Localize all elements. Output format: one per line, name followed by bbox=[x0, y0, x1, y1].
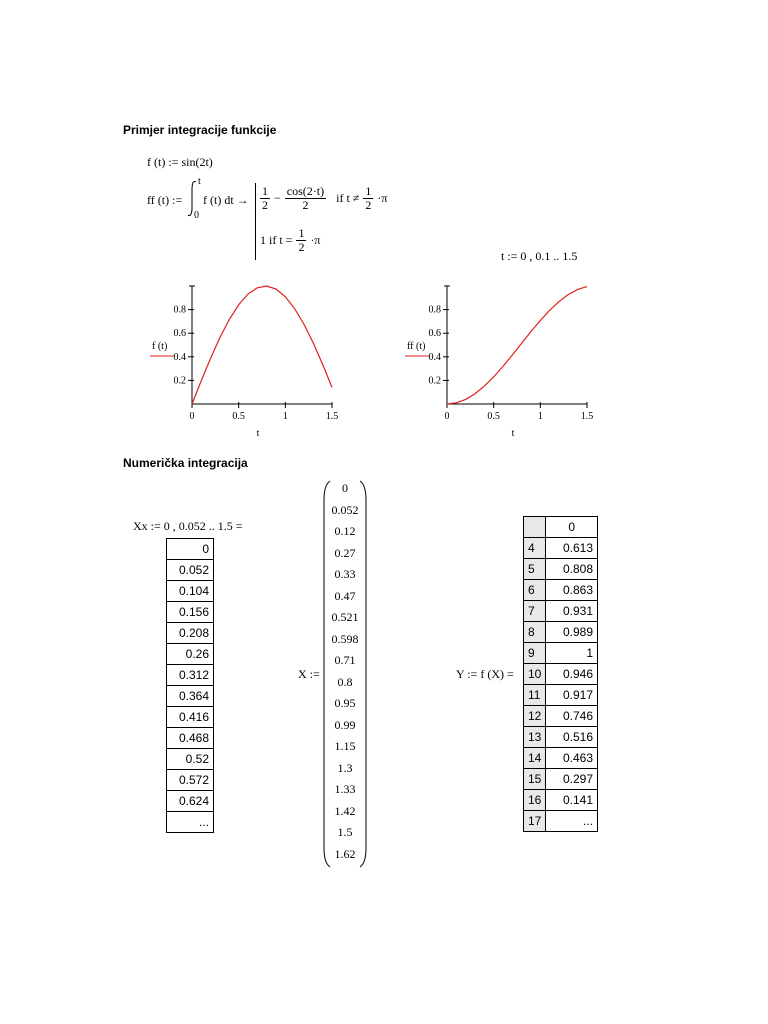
piecewise-case-1 bbox=[260, 185, 387, 212]
table-row bbox=[524, 580, 598, 601]
table-row bbox=[167, 623, 214, 644]
table-cell: 0.624 bbox=[167, 791, 214, 812]
table-cell: 0.312 bbox=[167, 665, 214, 686]
integral-upper-limit: t bbox=[198, 176, 201, 187]
row-index: 5 bbox=[524, 559, 546, 580]
y-result-table bbox=[523, 516, 598, 832]
x-tick-label: 1 bbox=[282, 411, 288, 422]
x-vector bbox=[328, 478, 362, 865]
table-cell: 0.208 bbox=[167, 623, 214, 644]
table-row bbox=[167, 770, 214, 791]
t-range-definition: t := 0 , 0.1 .. 1.5 bbox=[501, 249, 578, 263]
table-row bbox=[524, 769, 598, 790]
section-heading-numerical-integration: Numerička integracija bbox=[123, 456, 248, 470]
series-line bbox=[192, 286, 332, 404]
legend-label: ff (t) bbox=[407, 341, 426, 352]
vector-element: 0.71 bbox=[334, 653, 356, 667]
row-index: 11 bbox=[524, 685, 546, 706]
integral-lower-limit: 0 bbox=[194, 210, 199, 221]
table-row bbox=[167, 602, 214, 623]
case-1-condition: if t ≠ bbox=[336, 191, 360, 206]
assign-op: := bbox=[168, 155, 179, 169]
x-tick-label: 0.5 bbox=[232, 411, 245, 422]
table-cell: 0.297 bbox=[546, 769, 598, 790]
piecewise-bar bbox=[255, 183, 256, 260]
y-tick-label: 0.4 bbox=[173, 351, 186, 363]
vector-element: 0.47 bbox=[334, 588, 356, 603]
pi-symbol: ·π bbox=[310, 233, 321, 248]
y-tick-label: 0.2 bbox=[173, 375, 186, 387]
x-tick-label: 0.5 bbox=[487, 411, 500, 422]
table-row bbox=[524, 811, 598, 832]
row-index: 8 bbox=[524, 622, 546, 643]
row-index: 6 bbox=[524, 580, 546, 601]
chart-ff-of-t bbox=[395, 280, 615, 440]
table-cell: 1 bbox=[546, 643, 598, 664]
row-index: 16 bbox=[524, 790, 546, 811]
table-cell: 0.946 bbox=[546, 664, 598, 685]
fraction-half: $\frac{1}{2}$ bbox=[262, 184, 268, 213]
integrand bbox=[203, 193, 249, 208]
table-row bbox=[524, 685, 598, 706]
vector-element: 0.521 bbox=[331, 610, 359, 624]
y-tick-label: 0.6 bbox=[428, 328, 441, 340]
table-row bbox=[167, 686, 214, 707]
piecewise-case-2 bbox=[260, 227, 321, 254]
vector-element: 1.42 bbox=[334, 803, 356, 818]
series-line bbox=[447, 287, 587, 404]
vector-element: 1.33 bbox=[334, 782, 356, 796]
table-cell: 0.104 bbox=[167, 581, 214, 602]
row-index: 10 bbox=[524, 664, 546, 685]
fraction-pi-coef: $\frac{1}{2}$ bbox=[365, 184, 372, 213]
table-row bbox=[524, 706, 598, 727]
ff-lhs: ff (t) bbox=[147, 193, 170, 207]
table-cell: 0.613 bbox=[546, 538, 598, 559]
xx-result-table bbox=[166, 538, 214, 833]
x-tick-label: 0 bbox=[189, 411, 195, 422]
table-cell: 0.572 bbox=[167, 770, 214, 791]
table-cell: ... bbox=[167, 812, 214, 833]
vector-element: 0.8 bbox=[337, 674, 353, 689]
table-cell: 0.746 bbox=[546, 706, 598, 727]
table-cell: 0.917 bbox=[546, 685, 598, 706]
x-axis-label: t bbox=[511, 428, 515, 439]
f-lhs: f (t) bbox=[147, 155, 166, 169]
table-corner-cell bbox=[524, 517, 546, 538]
y-tick-label: 0.8 bbox=[173, 304, 186, 316]
y-tick-label: 0.8 bbox=[428, 304, 441, 316]
x-tick-label: 1.5 bbox=[580, 411, 594, 422]
table-row bbox=[167, 707, 214, 728]
table-row bbox=[524, 559, 598, 580]
row-index: 12 bbox=[524, 706, 546, 727]
table-cell: 0.468 bbox=[167, 728, 214, 749]
table-cell: 0.931 bbox=[546, 601, 598, 622]
table-cell: 0.141 bbox=[546, 790, 598, 811]
table-cell: 0.52 bbox=[167, 749, 214, 770]
table-row bbox=[167, 791, 214, 812]
table-row bbox=[524, 790, 598, 811]
table-cell: 0.416 bbox=[167, 707, 214, 728]
table-row bbox=[167, 539, 214, 560]
table-row bbox=[167, 812, 214, 833]
x-tick-label: 0 bbox=[444, 411, 450, 422]
table-row bbox=[524, 538, 598, 559]
x-axis-label: t bbox=[256, 428, 260, 439]
x-vector-label: X := bbox=[298, 667, 320, 681]
table-row bbox=[167, 728, 214, 749]
x-tick-label: 1 bbox=[537, 411, 543, 422]
vector-element: 1.15 bbox=[334, 739, 356, 753]
column-header: 0 bbox=[546, 517, 598, 538]
vector-element: 0.95 bbox=[334, 696, 356, 710]
ff-definition bbox=[147, 193, 182, 208]
row-index: 15 bbox=[524, 769, 546, 790]
y-tick-label: 0.4 bbox=[428, 351, 441, 363]
y-result-label: Y := f (X) = bbox=[456, 667, 514, 681]
table-row bbox=[524, 601, 598, 622]
vector-element: 0.27 bbox=[334, 545, 356, 560]
vector-element: 1.3 bbox=[337, 760, 353, 775]
table-row bbox=[167, 644, 214, 665]
y-tick-label: 0.2 bbox=[428, 375, 441, 387]
table-header-row bbox=[524, 517, 598, 538]
table-cell: 0 bbox=[167, 539, 214, 560]
assign-op: := bbox=[172, 193, 183, 207]
table-row bbox=[167, 560, 214, 581]
fraction-cos: $\frac{\cos(2\cdot t)}{2}$ bbox=[286, 184, 325, 213]
case-2-value: 1 if t = bbox=[260, 233, 293, 248]
row-index: 7 bbox=[524, 601, 546, 622]
vector-element: 1.5 bbox=[337, 825, 353, 839]
row-index: 17 bbox=[524, 811, 546, 832]
table-cell: 0.364 bbox=[167, 686, 214, 707]
table-cell: 0.808 bbox=[546, 559, 598, 580]
section-heading-integration-example: Primjer integracije funkcije bbox=[123, 123, 277, 137]
fraction-pi-coef: $\frac{1}{2}$ bbox=[298, 226, 305, 255]
integrand-text: f (t) dt bbox=[203, 193, 234, 207]
row-index: 13 bbox=[524, 727, 546, 748]
f-rhs: sin(2t) bbox=[181, 155, 213, 169]
xx-range-definition: Xx := 0 , 0.052 .. 1.5 = bbox=[133, 519, 243, 533]
table-row bbox=[167, 581, 214, 602]
f-definition bbox=[147, 155, 213, 170]
table-cell: 0.516 bbox=[546, 727, 598, 748]
vector-element: 0.99 bbox=[334, 717, 356, 732]
pi-symbol: ·π bbox=[377, 191, 388, 206]
y-tick-label: 0.6 bbox=[173, 328, 186, 340]
row-index: 4 bbox=[524, 538, 546, 559]
table-row bbox=[524, 622, 598, 643]
symbolic-arrow: → bbox=[236, 193, 249, 207]
table-row bbox=[167, 749, 214, 770]
vector-element: 1.62 bbox=[334, 846, 356, 861]
minus-op: − bbox=[274, 191, 281, 206]
vector-element: 0.052 bbox=[331, 502, 359, 517]
row-index: 9 bbox=[524, 643, 546, 664]
table-cell: 0.989 bbox=[546, 622, 598, 643]
table-cell: ... bbox=[546, 811, 598, 832]
vector-element: 0 bbox=[342, 481, 348, 495]
table-row bbox=[524, 643, 598, 664]
table-row bbox=[167, 665, 214, 686]
table-cell: 0.156 bbox=[167, 602, 214, 623]
table-cell: 0.052 bbox=[167, 560, 214, 581]
table-cell: 0.26 bbox=[167, 644, 214, 665]
table-row bbox=[524, 727, 598, 748]
row-index: 14 bbox=[524, 748, 546, 769]
chart-f-of-t bbox=[140, 280, 360, 440]
x-tick-label: 1.5 bbox=[325, 411, 339, 422]
legend-label: f (t) bbox=[152, 341, 168, 352]
table-cell: 0.463 bbox=[546, 748, 598, 769]
table-row bbox=[524, 748, 598, 769]
vector-element: 0.12 bbox=[334, 524, 356, 538]
table-row bbox=[524, 664, 598, 685]
vector-element: 0.33 bbox=[334, 567, 356, 581]
vector-element: 0.598 bbox=[331, 631, 359, 646]
table-cell: 0.863 bbox=[546, 580, 598, 601]
